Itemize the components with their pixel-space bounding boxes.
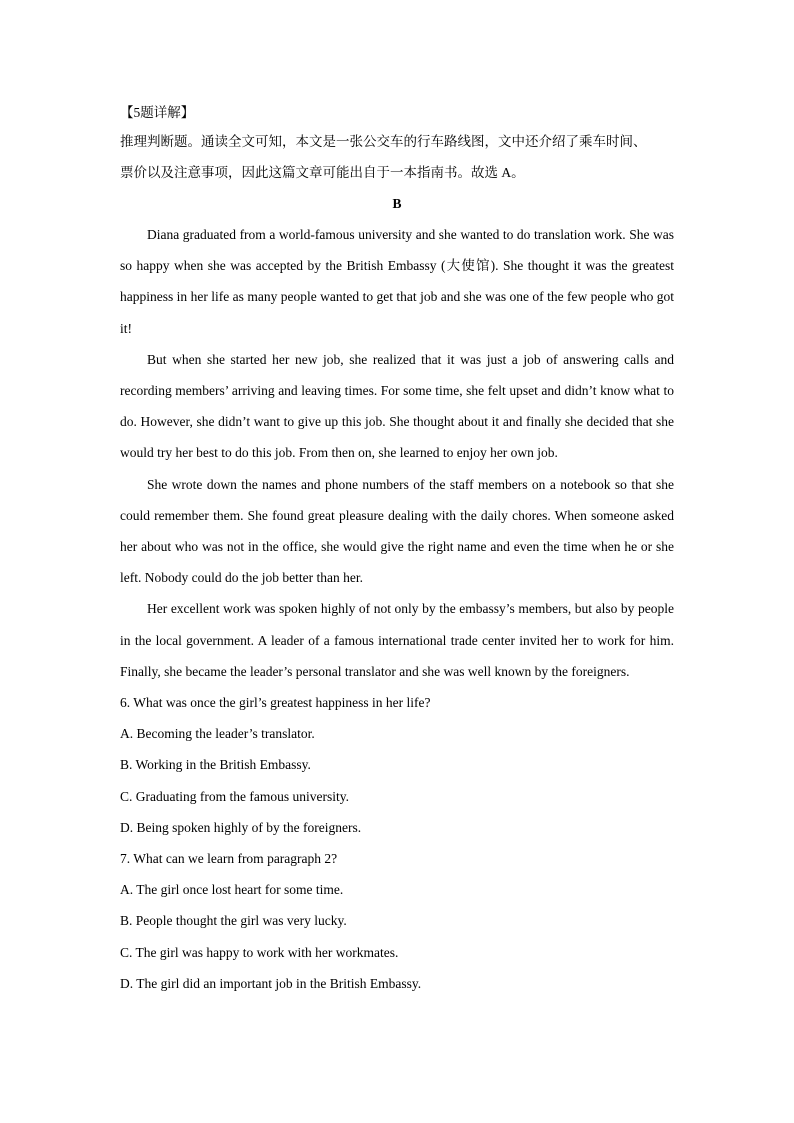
question-6-stem: 6. What was once the girl’s greatest happiness in her life? [120, 695, 431, 711]
question-6 [120, 687, 674, 843]
question-7-option-b: B. People thought the girl was very lucky. [120, 913, 347, 929]
paragraph-1: Diana graduated from a world-famous university and she wanted to do translation work. She was so happy when she was accepted by the British Embassy (大使馆). She thought it was the greatest happiness in her life as many people wanted to get that job and she was one of the few people who got it! [120, 227, 674, 336]
question-7 [120, 843, 674, 999]
paragraph-3: She wrote down the names and phone numbers of the staff members on a notebook so that she could remember them. She found great pleasure dealing with the daily chores. When someone asked her about who was not in the office, she would give the right name and even the time when he or she left. Nobody could do the job better than her. [120, 476, 674, 586]
paragraph-4: Her excellent work was spoken highly of not only by the embassy’s members, but also by people in the local government. A leader of a famous international trade center invited her to work for him. Finally, she became the leader’s personal translator and she was well known by the foreigners. [120, 601, 674, 679]
document-page [120, 100, 674, 999]
question-7-option-c: C. The girl was happy to work with her workmates. [120, 944, 399, 960]
section-label: B [392, 196, 402, 211]
question-7-option-d: D. The girl did an important job in the British Embassy. [120, 975, 422, 991]
explanation-line-1: 推理判断题。通读全文可知，本文是一张公交车的行车路线图，文中还介绍了乘车时间、 [120, 134, 647, 149]
question-7-option-a: A. The girl once lost heart for some time. [120, 882, 344, 898]
question-6-option-b: B. Working in the British Embassy. [120, 757, 311, 773]
question-6-option-c: C. Graduating from the famous university. [120, 788, 349, 804]
explanation-heading: 【5题详解】 [120, 105, 195, 120]
paragraph-2: But when she started her new job, she realized that it was just a job of answering calls and recording members’ arriving and leaving times. For some time, she felt upset and didn’t know what to do. However, she didn’t want to give up this job. She thought about it and finally she decided that she would try her best to do this job. From then on, she learned to enjoy her own job. [120, 351, 674, 461]
question-6-option-d: D. Being spoken highly of by the foreigners. [120, 819, 362, 835]
explanation-line-2: 票价以及注意事项，因此这篇文章可能出自于一本指南书。故选 A。 [120, 165, 525, 180]
question-7-stem: 7. What can we learn from paragraph 2? [120, 851, 338, 867]
question-6-option-a: A. Becoming the leader’s translator. [120, 726, 315, 742]
